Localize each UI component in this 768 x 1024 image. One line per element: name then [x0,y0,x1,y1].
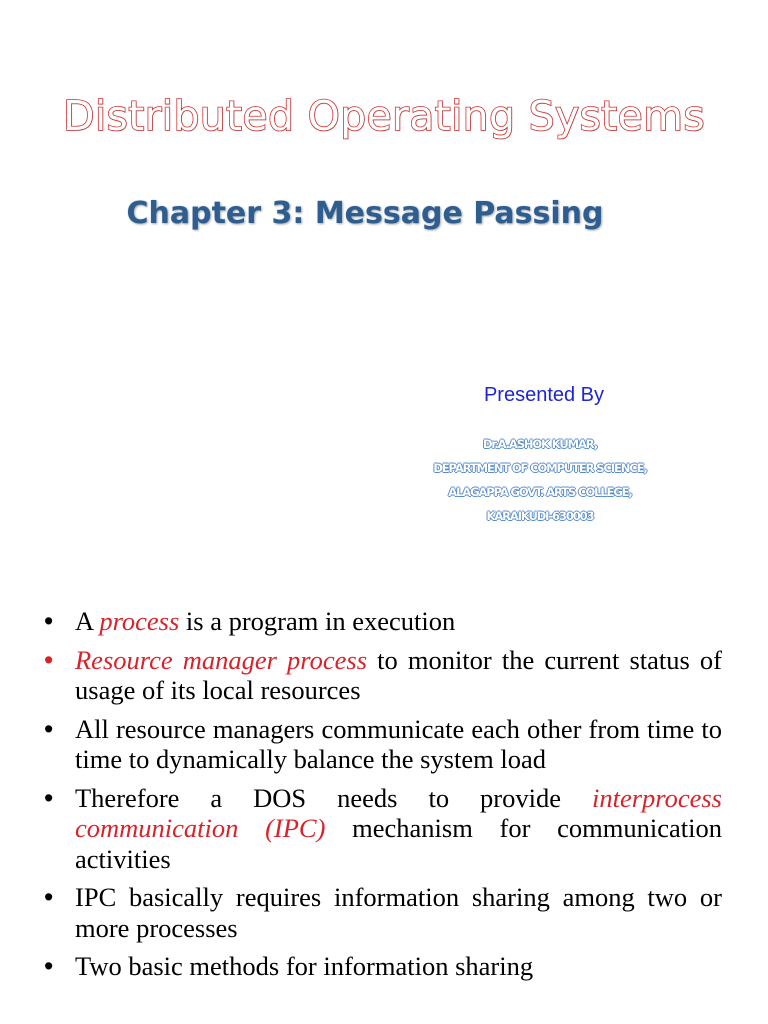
author-department: DEPARTMENT OF COMPUTER SCIENCE, [433,461,647,475]
author-college: ALAGAPPA GOVT. ARTS COLLEGE, [448,485,632,499]
bullet-text: All resource managers communicate each other from time to time to dynamically balance the system load [75,713,722,774]
bullet-text: mechanism for communication activities [75,813,722,874]
author-name: Dr.A.ASHOK KUMAR, [482,437,598,451]
bullet-item [40,951,722,982]
author-location: KARAIKUDI-630003 [486,509,594,523]
bullet-text: Therefore a DOS needs to provide [75,782,592,813]
bullet-item [40,714,722,775]
bullet-text: is a program in execution [179,606,456,636]
bullet-item [40,606,722,637]
bullet-list [40,606,722,982]
bullet-text: to monitor the current status of usage of its local resources [75,644,722,705]
bullet-item [40,882,722,943]
bullet-item [40,783,722,875]
bullet-text: A [75,606,100,636]
bullet-text: IPC basically requires information sharing among two or more processes [75,882,722,943]
bullet-text: Two basic methods for information sharing [75,951,534,981]
highlight-term: process [99,606,180,636]
chapter-title: Chapter 3: Message Passing [126,196,604,231]
presented-by-label: Presented By [483,384,605,406]
bullet-item [40,645,722,706]
highlight-term: Resource manager process [75,644,368,675]
author-info [340,432,740,528]
content-slide [40,606,722,990]
presentation-title: Distributed Operating Systems [63,92,705,140]
highlight-term: interprocess communication (IPC) [75,782,722,843]
